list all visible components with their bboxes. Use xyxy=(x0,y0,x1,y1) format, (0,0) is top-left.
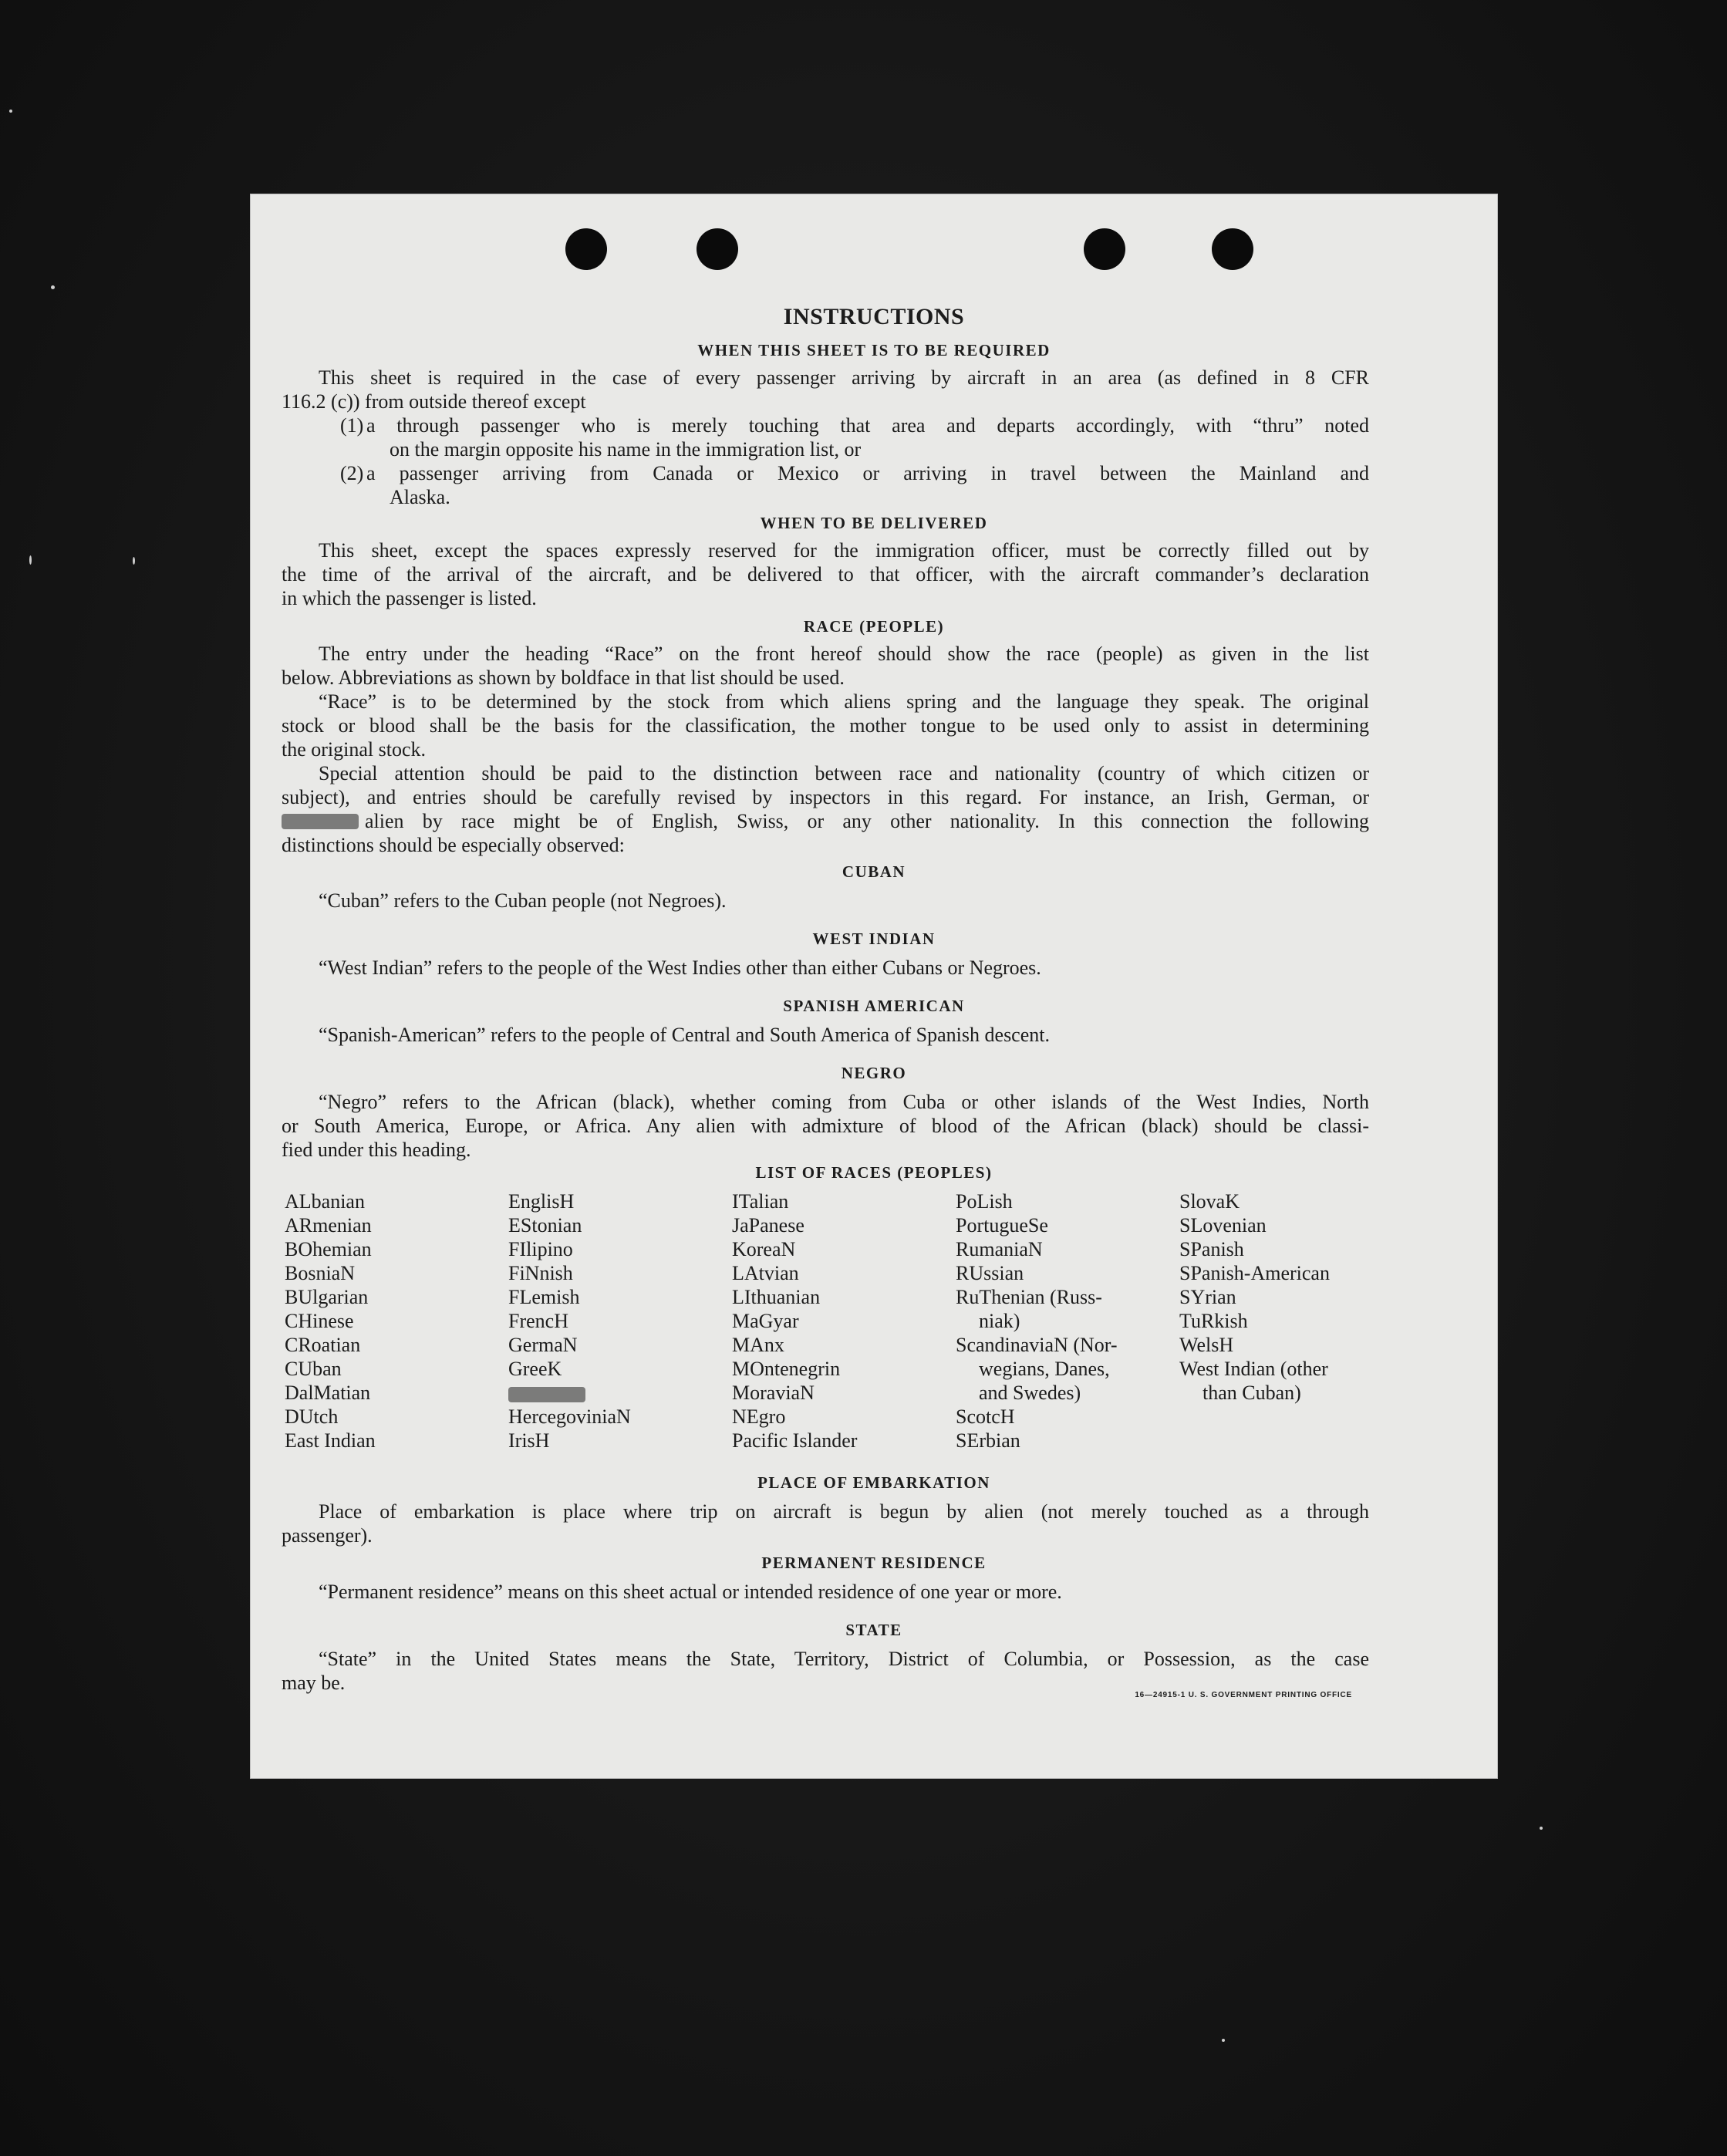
race-entry: MaGyar xyxy=(732,1310,799,1332)
text-line: “Negro” refers to the African (black), whether coming from Cuba or other islands of the West Indies, North xyxy=(319,1091,1369,1113)
race-entry: SPanish xyxy=(1179,1238,1244,1260)
text-line: on the margin opposite his name in the immigration list, or xyxy=(390,438,862,461)
heading-when-required: WHEN THIS SHEET IS TO BE REQUIRED xyxy=(697,341,1051,359)
redaction-mark xyxy=(282,814,359,829)
race-entry: PoLish xyxy=(956,1190,1013,1213)
race-entry: FIlipino xyxy=(508,1238,573,1260)
paragraph-race-3 xyxy=(282,761,1369,857)
document-title: INSTRUCTIONS xyxy=(783,304,965,329)
heading-when-delivered: WHEN TO BE DELIVERED xyxy=(760,514,988,532)
text-spanish-american: “Spanish-American” refers to the people of Central and South America of Spanish descent. xyxy=(319,1024,1050,1046)
race-entry: LAtvian xyxy=(732,1262,799,1284)
race-entry: MoraviaN xyxy=(732,1382,815,1404)
text-line: “State” in the United States means the State, Territory, District of Columbia, or Possession, as the case xyxy=(319,1648,1369,1670)
punch-hole xyxy=(565,228,607,270)
race-entry: ScotcH xyxy=(956,1405,1015,1428)
heading-list-of-races: LIST OF RACES (PEOPLES) xyxy=(755,1163,993,1182)
text-line-remainder: alien by race might be of English, Swiss, or any other nationality. In this connection the following xyxy=(365,810,1369,832)
races-column-2 xyxy=(508,1189,740,1453)
text-line: the time of the arrival of the aircraft, and be delivered to that officer, with the aircraft commander’s declaration xyxy=(282,563,1369,585)
heading-permanent-residence: PERMANENT RESIDENCE xyxy=(761,1554,987,1572)
heading-state: STATE xyxy=(845,1621,902,1639)
races-column-1 xyxy=(285,1189,516,1453)
paragraph-embarkation xyxy=(282,1500,1369,1547)
race-entry: SYrian xyxy=(1179,1286,1236,1308)
race-entry: IrisH xyxy=(508,1429,550,1452)
paragraph-negro xyxy=(282,1090,1369,1162)
text-line: or South America, Europe, or Africa. Any alien with admixture of blood of the African (black) should be classi- xyxy=(282,1115,1369,1137)
races-column-3 xyxy=(732,1189,963,1453)
race-entry: niak) xyxy=(979,1310,1020,1332)
race-entry: SPanish-American xyxy=(1179,1262,1330,1284)
races-column-5 xyxy=(1179,1189,1411,1405)
text-line: 116.2 (c)) from outside thereof except xyxy=(282,390,586,413)
race-entry: SlovaK xyxy=(1179,1190,1240,1213)
exception-item-2 xyxy=(340,461,1369,509)
text-line: below. Abbreviations as shown by boldface in that list should be used. xyxy=(282,666,845,689)
race-entry: MOntenegrin xyxy=(732,1358,841,1380)
race-entry: ALbanian xyxy=(285,1190,365,1213)
text-line: in which the passenger is listed. xyxy=(282,587,537,609)
dust-speck xyxy=(9,110,12,113)
item-number: (1) xyxy=(340,414,364,437)
heading-race: RACE (PEOPLE) xyxy=(803,617,945,636)
race-entry: LIthuanian xyxy=(732,1286,821,1308)
paragraph-state xyxy=(282,1647,1369,1695)
race-entry: SLovenian xyxy=(1179,1214,1267,1237)
instruction-sheet xyxy=(251,194,1497,1778)
text-line: Special attention should be paid to the distinction between race and nationality (country of which citizen or xyxy=(319,762,1369,784)
exception-item-1 xyxy=(340,413,1369,461)
text-line: The entry under the heading “Race” on the front hereof should show the race (people) as given in the list xyxy=(319,643,1369,665)
race-entry: JaPanese xyxy=(732,1214,804,1237)
race-entry: MAnx xyxy=(732,1334,784,1356)
dust-speck xyxy=(51,285,55,289)
race-entry: CUban xyxy=(285,1358,342,1380)
race-entry: and Swedes) xyxy=(979,1382,1081,1404)
text-line: This sheet is required in the case of every passenger arriving by aircraft in an area (as defined in 8 CFR xyxy=(319,366,1369,389)
race-entry: BUlgarian xyxy=(285,1286,369,1308)
race-entry: FiNnish xyxy=(508,1262,573,1284)
heading-cuban: CUBAN xyxy=(842,862,906,881)
race-entry: KoreaN xyxy=(732,1238,796,1260)
text-line: “Race” is to be determined by the stock from which aliens spring and the language they speak. The original xyxy=(319,690,1369,713)
race-entry: FLemish xyxy=(508,1286,580,1308)
race-entry: GermaN xyxy=(508,1334,578,1356)
item-number: (2) xyxy=(340,462,364,484)
race-entry: RumaniaN xyxy=(956,1238,1043,1260)
races-list xyxy=(285,1189,1411,1467)
race-entry: Pacific Islander xyxy=(732,1429,858,1452)
dust-speck xyxy=(1540,1827,1543,1830)
race-entry: RuThenian (Russ- xyxy=(956,1286,1102,1308)
text-line: Alaska. xyxy=(390,486,450,508)
race-entry: RUssian xyxy=(956,1262,1024,1284)
race-entry: EStonian xyxy=(508,1214,582,1237)
race-entry: ARmenian xyxy=(285,1214,372,1237)
race-entry: BOhemian xyxy=(285,1238,372,1260)
race-entry: West Indian (other xyxy=(1179,1358,1328,1380)
race-entry: GreeK xyxy=(508,1358,562,1380)
race-entry: BosniaN xyxy=(285,1262,355,1284)
race-entry: SErbian xyxy=(956,1429,1020,1452)
text-line: passenger). xyxy=(282,1524,373,1547)
text-cuban: “Cuban” refers to the Cuban people (not Negroes). xyxy=(319,889,727,912)
race-entry: CRoatian xyxy=(285,1334,361,1356)
race-entry: HercegoviniaN xyxy=(508,1405,631,1428)
race-entry: CHinese xyxy=(285,1310,354,1332)
race-entry: East Indian xyxy=(285,1429,376,1452)
race-entry: NEgro xyxy=(732,1405,786,1428)
text-line: the original stock. xyxy=(282,738,427,761)
text-line: a through passenger who is merely touching that area and departs accordingly, with “thru” noted xyxy=(366,414,1369,437)
race-entry: wegians, Danes, xyxy=(979,1358,1110,1380)
race-entry: than Cuban) xyxy=(1202,1382,1301,1404)
punch-hole xyxy=(1084,228,1125,270)
race-entry: EnglisH xyxy=(508,1190,575,1213)
heading-negro: NEGRO xyxy=(841,1064,907,1082)
race-entry: ScandinaviaN (Nor- xyxy=(956,1334,1118,1356)
dust-speck xyxy=(133,557,135,565)
race-entry: DalMatian xyxy=(285,1382,371,1404)
race-entry: DUtch xyxy=(285,1405,339,1428)
redaction-mark xyxy=(508,1387,585,1402)
race-entry: PortugueSe xyxy=(956,1214,1048,1237)
race-entry: FrencH xyxy=(508,1310,568,1332)
text-line: This sheet, except the spaces expressly reserved for the immigration officer, must be correctly filled out by xyxy=(319,539,1369,562)
heading-spanish-american: SPANISH AMERICAN xyxy=(783,997,965,1015)
paragraph-when-required xyxy=(282,366,1369,413)
text-line: subject), and entries should be carefully revised by inspectors in this regard. For instance, an Irish, German, or xyxy=(282,786,1369,808)
heading-west-indian: WEST INDIAN xyxy=(812,930,936,948)
text-line: a passenger arriving from Canada or Mexico or arriving in travel between the Mainland and xyxy=(366,462,1369,484)
races-column-4 xyxy=(956,1189,1187,1453)
dust-speck xyxy=(29,555,32,565)
text-line xyxy=(282,809,1369,833)
text-line: stock or blood shall be the basis for the classification, the mother tongue to be used only to assist in determining xyxy=(282,714,1369,737)
race-entry: WelsH xyxy=(1179,1334,1234,1356)
punch-hole xyxy=(697,228,738,270)
text-line: may be. xyxy=(282,1672,346,1694)
punch-hole xyxy=(1212,228,1253,270)
race-entry-redacted xyxy=(508,1381,740,1405)
paragraph-race-2 xyxy=(282,690,1369,761)
text-west-indian: “West Indian” refers to the people of the West Indies other than either Cubans or Negroes. xyxy=(319,957,1041,979)
race-entry: TuRkish xyxy=(1179,1310,1248,1332)
text-line: distinctions should be especially observed: xyxy=(282,834,625,856)
dust-speck xyxy=(1222,2039,1225,2042)
text-permanent-residence: “Permanent residence” means on this sheet actual or intended residence of one year or more. xyxy=(319,1581,1062,1603)
printing-office-code: 16—24915-1 U. S. GOVERNMENT PRINTING OFFICE xyxy=(1135,1691,1352,1699)
paragraph-race-1 xyxy=(282,642,1369,690)
paragraph-when-delivered xyxy=(282,538,1369,610)
text-line: Place of embarkation is place where trip on aircraft is begun by alien (not merely touched as a through xyxy=(319,1500,1369,1523)
text-line: fied under this heading. xyxy=(282,1139,471,1161)
heading-embarkation: PLACE OF EMBARKATION xyxy=(757,1473,990,1492)
race-entry: ITalian xyxy=(732,1190,789,1213)
